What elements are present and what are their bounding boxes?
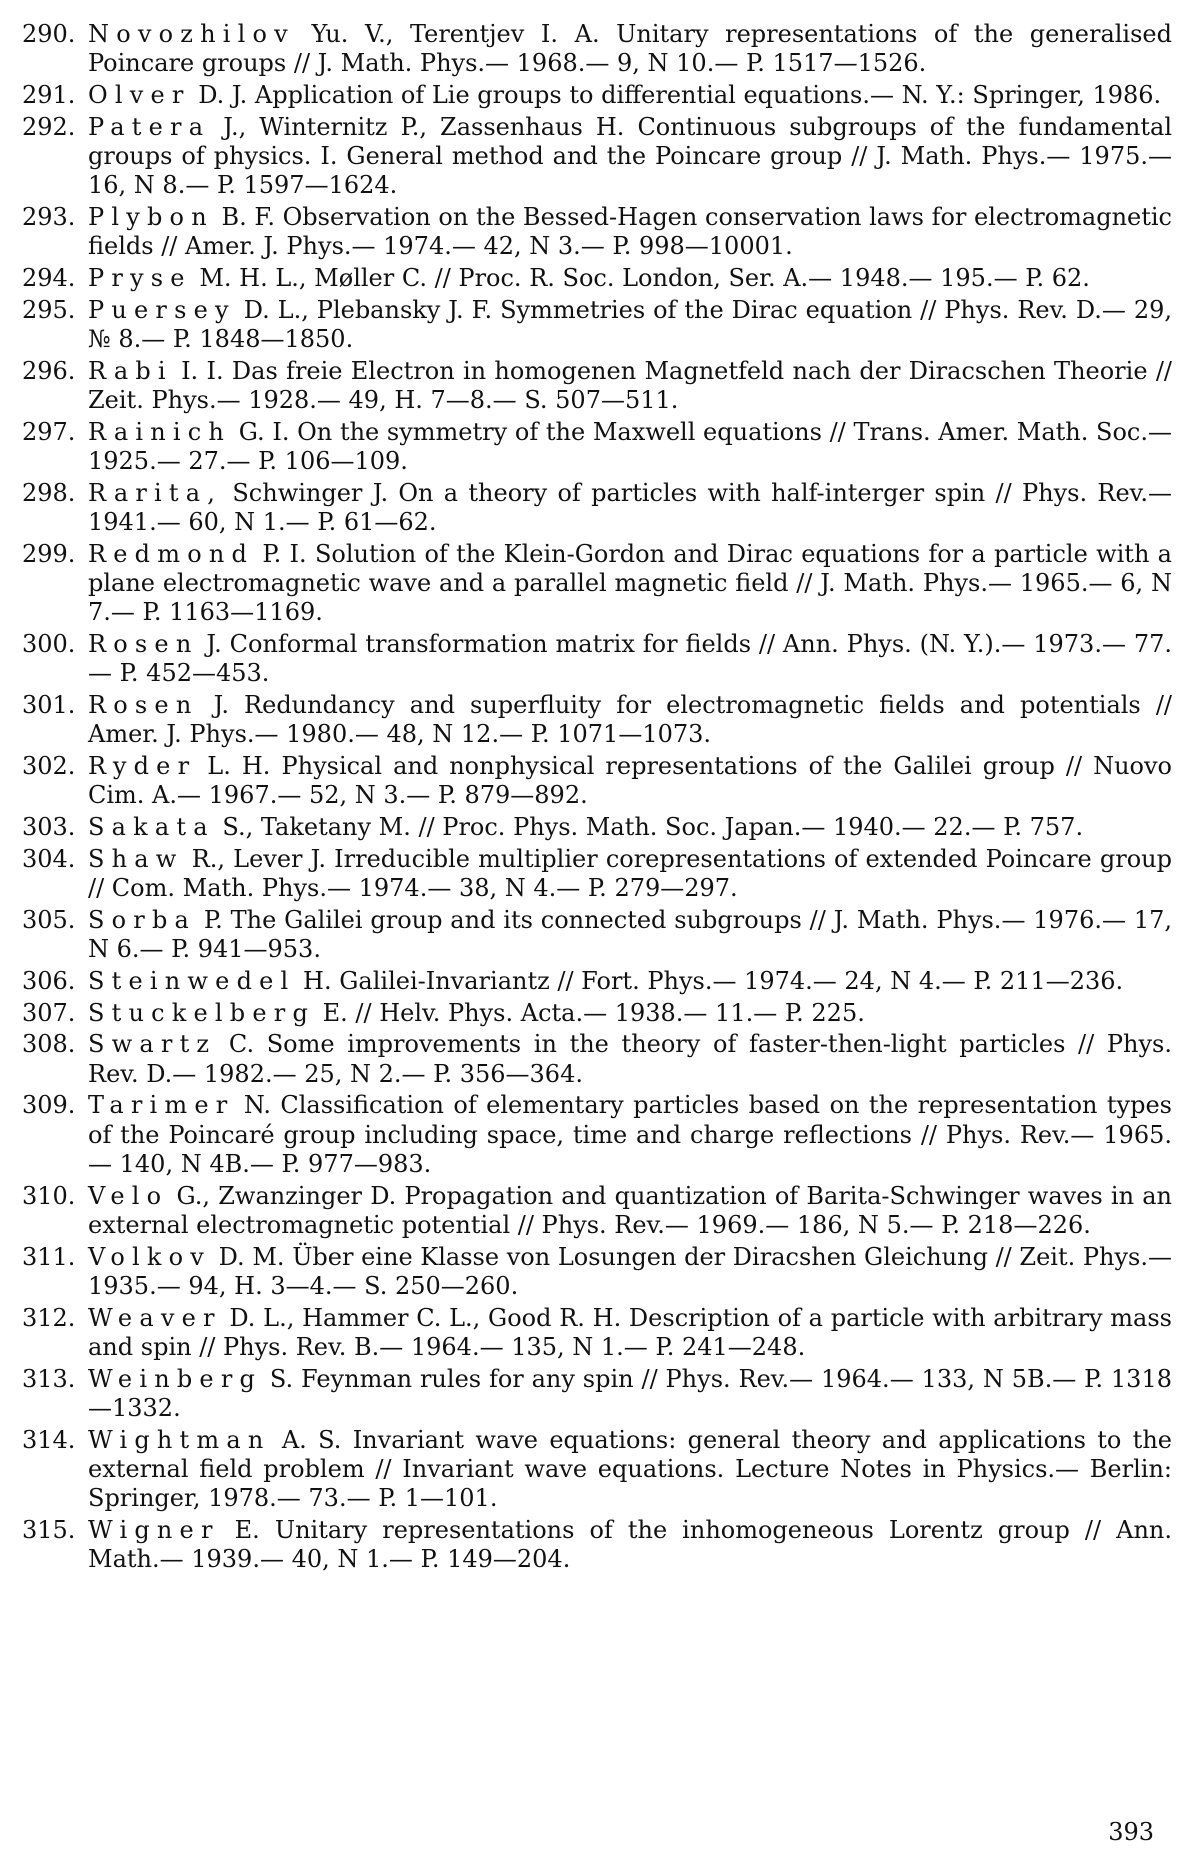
reference-number: 290. [22, 20, 76, 48]
reference-author: Volkov [88, 1242, 212, 1271]
reference-entry [22, 479, 1172, 537]
reference-text [88, 1516, 1172, 1574]
reference-entry [22, 418, 1172, 476]
reference-text [88, 1365, 1172, 1423]
reference-number: 293. [22, 203, 76, 231]
reference-details: P. The Galilei group and its connected subgroups // J. Math. Phys.— 1976.— 17, N 6.— P. 941—953. [88, 905, 1172, 963]
reference-entry [22, 691, 1172, 749]
reference-details: D. J. Application of Lie groups to differential equations.— N. Y.: Springer, 1986. [190, 81, 1162, 109]
reference-details: M. H. L., Møller C. // Proc. R. Soc. London, Ser. A.— 1948.— 195.— P. 62. [191, 264, 1090, 292]
reference-entry [22, 540, 1172, 628]
reference-entry [22, 203, 1172, 261]
reference-details: J. Conformal transformation matrix for fields // Ann. Phys. (N. Y.).— 1973.— 77.— P. 452—453. [88, 630, 1172, 688]
reference-entry [22, 1091, 1172, 1179]
reference-entry [22, 813, 1172, 842]
reference-author: Stuckelberg [88, 998, 316, 1027]
reference-author: Rosen [88, 691, 199, 719]
reference-number: 310. [22, 1181, 76, 1210]
reference-number: 300. [22, 630, 76, 658]
reference-entry [22, 1365, 1172, 1423]
reference-number: 311. [22, 1242, 76, 1271]
reference-number: 312. [22, 1303, 76, 1332]
reference-details: R., Lever J. Irreducible multiplier corepresentations of extended Poincare group // Com. Math. Phys.— 1974.— 38, N 4.— P. 279—297. [88, 844, 1172, 902]
reference-text [88, 813, 1172, 842]
reference-number: 291. [22, 81, 76, 109]
reference-details: P. I. Solution of the Klein-Gordon and Dirac equations for a particle with a plane electromagnetic wave and a parallel magnetic field // J. Math. Phys.— 1965.— 6, N 7.— P. 1163—1169. [88, 539, 1172, 627]
reference-entry [22, 20, 1172, 78]
reference-details: Yu. V., Terentjev I. A. Unitary representations of the generalised Poincare groups // J. Math. Phys.— 1968.— 9, N 10.— P. 1517—1526. [88, 20, 1172, 78]
reference-entry [22, 81, 1172, 110]
reference-text [88, 999, 1172, 1028]
reference-author: Wightman [88, 1425, 271, 1454]
reference-text [88, 1091, 1172, 1179]
reference-text [88, 1304, 1172, 1362]
reference-number: 295. [22, 295, 76, 324]
reference-number: 302. [22, 752, 76, 780]
reference-entry [22, 113, 1172, 201]
reference-details: E. // Helv. Phys. Acta.— 1938.— 11.— P. 225. [315, 998, 865, 1027]
reference-text [88, 418, 1172, 476]
reference-author: Plybon [88, 203, 214, 231]
reference-number: 292. [22, 112, 76, 141]
reference-entry [22, 1426, 1172, 1514]
reference-author: Puersey [88, 295, 236, 324]
reference-text [88, 357, 1172, 415]
reference-entry [22, 296, 1172, 354]
reference-details: S., Taketany M. // Proc. Phys. Math. Soc. Japan.— 1940.— 22.— P. 757. [214, 813, 1084, 841]
reference-number: 298. [22, 478, 76, 507]
reference-author: Redmond [88, 539, 255, 568]
reference-entry [22, 264, 1172, 293]
reference-details: E. Unitary representations of the inhomogeneous Lorentz group // Ann. Math.— 1939.— 40, N 1.— P. 149—204. [88, 1515, 1172, 1573]
reference-text [88, 540, 1172, 628]
reference-text [88, 1243, 1172, 1301]
reference-details: G. I. On the symmetry of the Maxwell equations // Trans. Amer. Math. Soc.— 1925.— 27.— P. 106—109. [88, 417, 1172, 475]
page-number: 393 [1108, 1818, 1154, 1846]
reference-number: 301. [22, 691, 76, 719]
reference-number: 305. [22, 905, 76, 934]
reference-text [88, 81, 1172, 110]
reference-entry [22, 1516, 1172, 1574]
reference-author: Wigner [88, 1515, 220, 1544]
reference-number: 315. [22, 1515, 76, 1544]
reference-details: I. I. Das freie Electron in homogenen Magnetfeld nach der Diracschen Theorie // Zeit. Phys.— 1928.— 49, H. 7—8.— S. 507—511. [88, 356, 1172, 414]
reference-details: G., Zwanzinger D. Propagation and quantization of Barita-Schwinger waves in an external electromagnetic potential // Phys. Rev.— 1969.— 186, N 5.— P. 218—226. [88, 1181, 1172, 1239]
reference-number: 314. [22, 1425, 76, 1454]
reference-details: D. L., Hammer C. L., Good R. H. Description of a particle with arbitrary mass and spin // Phys. Rev. B.— 1964.— 135, N 1.— P. 241—248. [88, 1303, 1172, 1361]
reference-text [88, 113, 1172, 201]
reference-text [88, 479, 1172, 537]
reference-text [88, 1030, 1172, 1088]
reference-list [22, 20, 1172, 1574]
reference-details: D. M. Über eine Klasse von Losungen der Diracshen Gleichung // Zeit. Phys.— 1935.— 94, H. 3—4.— S. 250—260. [88, 1242, 1172, 1300]
reference-author: Sorba [88, 905, 197, 934]
reference-author: Ryder [88, 752, 197, 780]
reference-number: 304. [22, 844, 76, 873]
reference-author: Rarita, [88, 478, 223, 507]
reference-text [88, 264, 1172, 293]
reference-details: J. Redundancy and superfluity for electromagnetic fields and potentials // Amer. J. Phys.— 1980.— 48, N 12.— P. 1071—1073. [88, 691, 1172, 749]
reference-entry [22, 752, 1172, 810]
reference-author: Tarimer [88, 1091, 235, 1120]
reference-author: Weinberg [88, 1364, 263, 1393]
reference-text [88, 1426, 1172, 1514]
reference-author: Weaver [88, 1303, 222, 1332]
reference-author: Olver [88, 81, 191, 109]
reference-number: 303. [22, 813, 76, 841]
reference-details: H. Galilei-Invariantz // Fort. Phys.— 1974.— 24, N 4.— P. 211—236. [295, 966, 1124, 995]
reference-text [88, 967, 1172, 996]
reference-author: Pryse [88, 264, 192, 292]
reference-author: Velo [88, 1181, 169, 1210]
reference-entry [22, 1243, 1172, 1301]
reference-text [88, 691, 1172, 749]
reference-details: S. Feynman rules for any spin // Phys. Rev.— 1964.— 133, N 5B.— P. 1318—1332. [88, 1364, 1172, 1422]
reference-text [88, 906, 1172, 964]
reference-author: Novozhilov [88, 20, 295, 48]
reference-number: 294. [22, 264, 76, 292]
reference-number: 299. [22, 539, 76, 568]
reference-entry [22, 999, 1172, 1028]
reference-number: 307. [22, 998, 76, 1027]
reference-entry [22, 906, 1172, 964]
reference-number: 296. [22, 356, 76, 385]
reference-text [88, 20, 1172, 78]
reference-details: J., Winternitz P., Zassenhaus H. Continuous subgroups of the fundamental groups of physics. I. General method and the Poincare group // J. Math. Phys.— 1975.— 16, N 8.— P. 1597—1624. [88, 112, 1172, 200]
reference-number: 309. [22, 1091, 76, 1120]
reference-entry [22, 630, 1172, 688]
reference-author: Patera [88, 112, 211, 141]
reference-details: A. S. Invariant wave equations: general theory and applications to the external field problem // Invariant wave equations. Lecture Notes in Physics.— Berlin: Springer, 1978.— 73.— P. 1—101. [88, 1425, 1172, 1512]
reference-author: Swartz [88, 1030, 217, 1059]
reference-author: Shaw [88, 844, 184, 873]
reference-details: B. F. Observation on the Bessed-Hagen conservation laws for electromagnetic fields // Amer. J. Phys.— 1974.— 42, N 3.— P. 998—10001. [88, 203, 1172, 261]
reference-author: Rosen [88, 630, 199, 658]
reference-text [88, 845, 1172, 903]
reference-author: Rabi [88, 356, 173, 385]
reference-details: Schwinger J. On a theory of particles with half-interger spin // Phys. Rev.— 1941.— 60, N 1.— P. 61—62. [88, 478, 1172, 536]
reference-details: D. L., Plebansky J. F. Symmetries of the Dirac equation // Phys. Rev. D.— 29, № 8.— P. 1848—1850. [88, 295, 1172, 353]
reference-text [88, 296, 1172, 354]
reference-number: 313. [22, 1364, 76, 1393]
reference-number: 308. [22, 1030, 76, 1059]
bibliography-page [22, 20, 1172, 1577]
reference-entry [22, 1182, 1172, 1240]
reference-text [88, 203, 1172, 261]
reference-entry [22, 357, 1172, 415]
reference-entry [22, 1304, 1172, 1362]
reference-number: 297. [22, 417, 76, 446]
reference-author: Steinwedel [88, 966, 296, 995]
reference-details: C. Some improvements in the theory of faster-then-light particles // Phys. Rev. D.— 1982.— 25, N 2.— P. 356—364. [88, 1030, 1172, 1088]
reference-entry [22, 845, 1172, 903]
reference-number: 306. [22, 966, 76, 995]
reference-entry [22, 1030, 1172, 1088]
reference-entry [22, 967, 1172, 996]
reference-details: L. H. Physical and nonphysical representations of the Galilei group // Nuovo Cim. A.— 1967.— 52, N 3.— P. 879—892. [88, 752, 1172, 810]
reference-text [88, 630, 1172, 688]
reference-text [88, 752, 1172, 810]
reference-author: Sakata [88, 813, 215, 841]
reference-author: Rainich [88, 417, 232, 446]
reference-text [88, 1182, 1172, 1240]
reference-details: N. Classification of elementary particles based on the representation types of the Poincaré group including space, time and charge reflections // Phys. Rev.— 1965.— 140, N 4B.— P. 977—983. [88, 1091, 1172, 1178]
